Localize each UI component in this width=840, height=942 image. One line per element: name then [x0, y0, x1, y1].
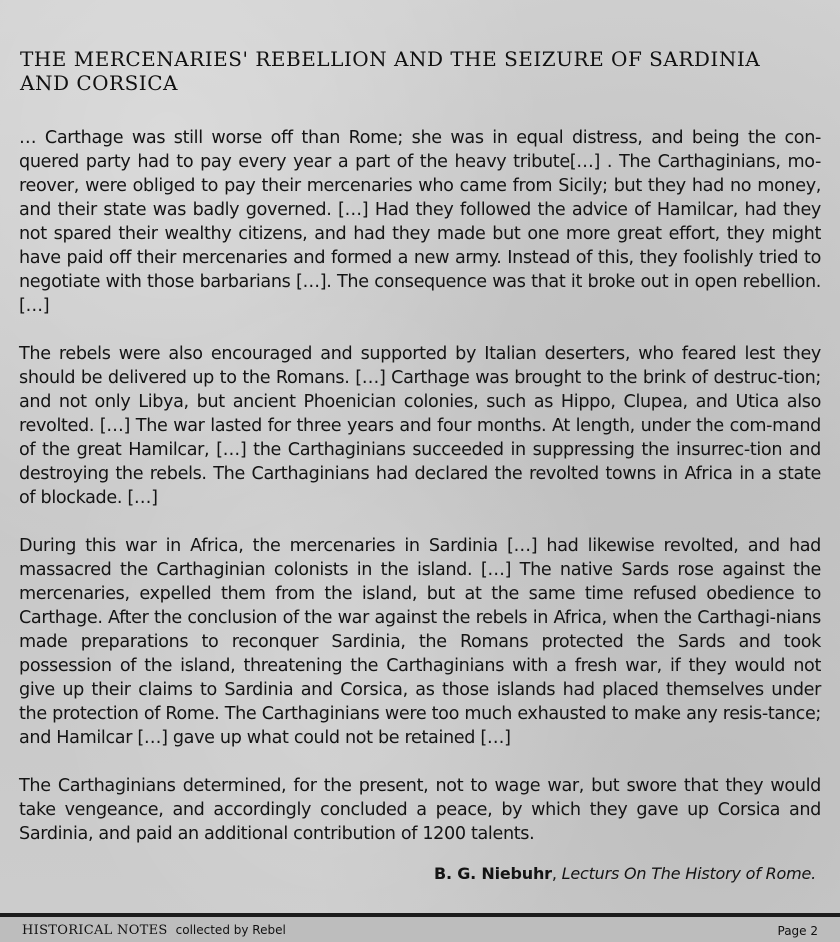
- paragraph-3: During this war in Africa, the mercenaries in Sardinia […] had likewise revolted, and had massacred the Carthaginian colonists in the island. […] The native Sards rose against the mercenaries, expelled them from the island, but at the same time refused obedience to Carthage. After the conclusion of the war against the rebels in Africa, when the Carthagi-nians made preparations to reconquer Sardinia, the Romans protected the Sards and took possession of the island, threatening the Carthaginians with a fresh war, if they would not give up their claims to Sardinia and Corsica, as those islands had placed themselves under the protection of Rome. The Carthaginians were too much exhausted to make any resis-tance; and Hamilcar […] gave up what could not be retained […]: [19, 536, 821, 748]
- source-attribution: [434, 862, 816, 886]
- page-number: Page 2: [777, 924, 818, 938]
- paragraph-1: … Carthage was still worse off than Rome; she was in equal distress, and being the con-quered party had to pay every year a part of the heavy tribute[…] . The Carthaginians, mo-reover, were obliged to pay their mercenaries who came from Sicily; but they had no money, and their state was badly governed. […] Had they followed the advice of Hamilcar, had they not spared their wealthy citizens, and had they made but one more great effort, they might have paid off their mercenaries and formed a new army. Instead of this, they foolishly tried to negotiate with those barbarians […]. The consequence was that it broke out in open rebellion. […]: [19, 128, 821, 316]
- footer-left: [22, 922, 286, 939]
- attribution-author: B. G. Niebuhr: [433, 864, 552, 883]
- attribution-separator: ,: [551, 864, 562, 883]
- footer-collector: collected by Rebel: [175, 923, 286, 937]
- paragraph-2: The rebels were also encouraged and supported by Italian deserters, who feared lest they should be delivered up to the Romans. […] Carthage was brought to the brink of destruc-tion; and not only Libya, but ancient Phoenician colonies, such as Hippo, Clupea, and Utica also revolted. […] The war lasted for three years and four months. At length, under the com-mand of the great Hamilcar, […] the Carthaginians succeeded in suppressing the insurrec-tion and destroying the rebels. The Carthaginians had declared the revolted towns in Africa in a state of blockade. […]: [19, 344, 821, 508]
- article-body: [19, 126, 821, 870]
- page-footer: [0, 917, 840, 942]
- attribution-work: Lecturs On The History of Rome.: [561, 864, 816, 883]
- footer-series-title: HISTORICAL NOTES: [22, 923, 168, 938]
- page-title: THE MERCENARIES' REBELLION AND THE SEIZURE OF SARDINIA AND CORSICA: [20, 47, 761, 95]
- paragraph-4: The Carthaginians determined, for the present, not to wage war, but swore that they would take vengeance, and accordingly concluded a peace, by which they gave up Corsica and Sardinia, and paid an additional contribution of 1200 talents.: [19, 776, 821, 844]
